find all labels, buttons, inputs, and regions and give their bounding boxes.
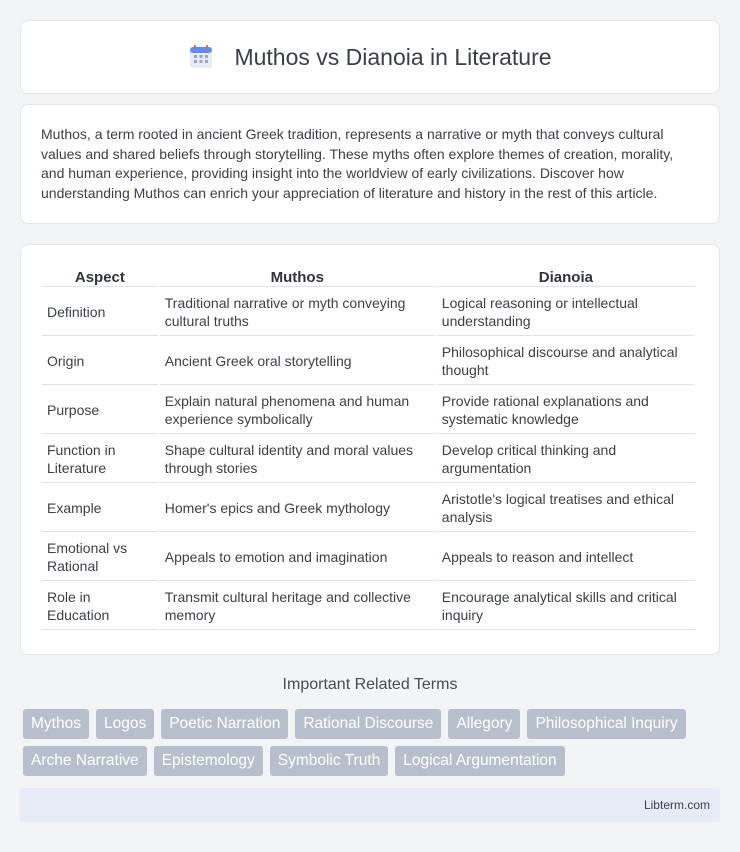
cell-muthos: Homer's epics and Greek mythology (160, 485, 435, 532)
table-row (42, 436, 695, 483)
cell-dianoia: Philosophical discourse and analytical thought (437, 338, 695, 385)
table-row (42, 387, 695, 434)
tag-rational-discourse[interactable]: Rational Discourse (295, 709, 441, 739)
footer-site-link[interactable]: Libterm.com (643, 798, 710, 812)
cell-muthos: Explain natural phenomena and human experience symbolically (160, 387, 435, 434)
header-aspect: Aspect (42, 266, 158, 287)
related-terms-section (20, 676, 720, 776)
calendar-icon (188, 44, 214, 70)
tag-poetic-narration[interactable]: Poetic Narration (161, 709, 288, 739)
related-terms-title: Important Related Terms (282, 676, 458, 693)
tag-mythos[interactable]: Mythos (23, 709, 89, 739)
intro-card (20, 104, 720, 224)
table-row (42, 289, 695, 336)
comparison-table-card (20, 244, 720, 655)
cell-muthos: Transmit cultural heritage and collective memory (160, 583, 435, 630)
cell-aspect: Role in Education (42, 583, 158, 630)
cell-dianoia: Develop critical thinking and argumentation (437, 436, 695, 483)
header-card (20, 20, 720, 94)
title-wrap (188, 44, 551, 71)
tag-logos[interactable]: Logos (96, 709, 154, 739)
cell-aspect: Function in Literature (42, 436, 158, 483)
tag-epistemology[interactable]: Epistemology (154, 746, 263, 776)
tag-allegory[interactable]: Allegory (448, 709, 520, 739)
header-muthos: Muthos (160, 266, 435, 287)
cell-dianoia: Logical reasoning or intellectual understanding (437, 289, 695, 336)
table-row (42, 534, 695, 581)
cell-dianoia: Provide rational explanations and systematic knowledge (437, 387, 695, 434)
cell-aspect: Example (42, 485, 158, 532)
cell-muthos: Shape cultural identity and moral values through stories (160, 436, 435, 483)
cell-aspect: Origin (42, 338, 158, 385)
intro-text: Muthos, a term rooted in ancient Greek tradition, represents a narrative or myth that conveys cultural values and shared beliefs through storytelling. These myths often explore themes of creation, morality, and human experience, providing insight into the worldview of early civilizations. Discover how understanding Muthos can enrich your appreciation of literature and history in the rest of this article. (41, 126, 674, 201)
tag-philosophical-inquiry[interactable]: Philosophical Inquiry (527, 709, 685, 739)
tag-logical-argumentation[interactable]: Logical Argumentation (395, 746, 564, 776)
page-title: Muthos vs Dianoia in Literature (234, 43, 552, 70)
cell-dianoia: Encourage analytical skills and critical inquiry (437, 583, 695, 630)
table-row (42, 485, 695, 532)
cell-muthos: Appeals to emotion and imagination (160, 534, 435, 581)
cell-aspect: Definition (42, 289, 158, 336)
tag-symbolic-truth[interactable]: Symbolic Truth (270, 746, 389, 776)
table-row (42, 583, 695, 630)
table-row (42, 338, 695, 385)
tag-arche-narrative[interactable]: Arche Narrative (23, 746, 147, 776)
table-header-row (42, 266, 695, 287)
cell-aspect: Emotional vs Rational (42, 534, 158, 581)
cell-dianoia: Appeals to reason and intellect (437, 534, 695, 581)
cell-aspect: Purpose (42, 387, 158, 434)
cell-dianoia: Aristotle's logical treatises and ethical analysis (437, 485, 695, 532)
comparison-table (40, 264, 697, 632)
header-dianoia: Dianoia (437, 266, 695, 287)
related-terms-tags (20, 709, 710, 776)
cell-muthos: Ancient Greek oral storytelling (160, 338, 435, 385)
footer (20, 788, 720, 822)
cell-muthos: Traditional narrative or myth conveying cultural truths (160, 289, 435, 336)
